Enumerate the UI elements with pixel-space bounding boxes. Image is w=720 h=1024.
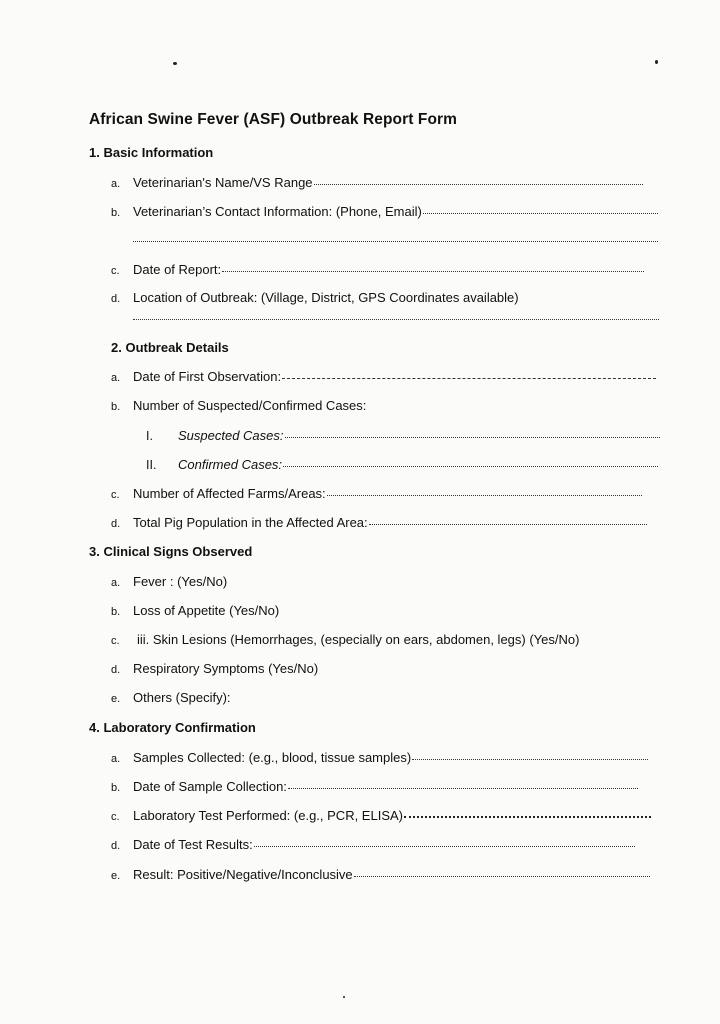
field-date-first-observation[interactable] xyxy=(111,369,656,384)
answer-line-continuation[interactable] xyxy=(133,240,658,242)
item-marker: a. xyxy=(111,577,121,589)
section-heading-basic-information: 1. Basic Information xyxy=(89,145,214,160)
answer-line[interactable] xyxy=(404,815,651,818)
item-marker: c. xyxy=(111,811,120,823)
field-label: Suspected Cases: xyxy=(178,428,284,443)
item-marker: d. xyxy=(111,664,121,676)
item-marker: c. xyxy=(111,635,120,647)
field-skin-lesions[interactable] xyxy=(111,632,611,647)
field-label: Date of Sample Collection: xyxy=(133,779,287,794)
answer-line[interactable] xyxy=(254,845,635,847)
item-marker: c. xyxy=(111,265,120,277)
item-marker: b. xyxy=(111,401,121,413)
field-contact-information[interactable] xyxy=(111,204,658,219)
field-label: Location of Outbreak: (Village, District, GPS Coordinates available) xyxy=(133,290,519,305)
field-label: Fever : (Yes/No) xyxy=(133,574,228,589)
field-date-of-report[interactable] xyxy=(111,262,644,277)
item-marker: d. xyxy=(111,840,121,852)
item-marker: b. xyxy=(111,782,121,794)
field-date-test-results[interactable] xyxy=(111,837,635,852)
answer-line[interactable] xyxy=(327,494,642,496)
field-number-of-cases xyxy=(111,398,659,413)
field-total-pig-population[interactable] xyxy=(111,515,647,530)
scan-speck xyxy=(343,996,345,998)
item-marker: I. xyxy=(146,429,153,443)
item-marker: b. xyxy=(111,606,121,618)
field-others-specify[interactable] xyxy=(111,690,511,705)
item-marker: c. xyxy=(111,489,120,501)
item-marker: e. xyxy=(111,693,121,705)
field-label: Others (Specify): xyxy=(133,690,231,705)
section-heading-clinical-signs: 3. Clinical Signs Observed xyxy=(89,544,253,559)
field-location-of-outbreak[interactable] xyxy=(111,290,659,305)
field-veterinarian-name[interactable] xyxy=(111,175,643,190)
item-marker: d. xyxy=(111,518,121,530)
field-label: Date of Report: xyxy=(133,262,222,277)
answer-line[interactable] xyxy=(412,758,648,760)
field-label: Veterinarian’s Contact Information: (Phone, Email) xyxy=(133,204,422,219)
field-respiratory-symptoms[interactable] xyxy=(111,661,511,676)
section-heading-outbreak-details: 2. Outbreak Details xyxy=(111,340,229,355)
field-samples-collected[interactable] xyxy=(111,750,648,765)
field-label: Loss of Appetite (Yes/No) xyxy=(133,603,280,618)
field-laboratory-test[interactable] xyxy=(111,808,651,823)
answer-line[interactable] xyxy=(369,523,647,525)
item-marker: a. xyxy=(111,753,121,765)
answer-line[interactable] xyxy=(354,875,650,877)
section-heading-laboratory-confirmation: 4. Laboratory Confirmation xyxy=(89,720,256,735)
field-date-sample-collection[interactable] xyxy=(111,779,638,794)
answer-line[interactable] xyxy=(423,212,658,214)
field-label: Laboratory Test Performed: (e.g., PCR, ELISA) xyxy=(133,808,403,823)
field-label: Veterinarian's Name/VS Range xyxy=(133,175,313,190)
answer-line[interactable] xyxy=(282,377,656,379)
answer-line-continuation[interactable] xyxy=(133,318,659,320)
field-label: Result: Positive/Negative/Inconclusive xyxy=(133,867,353,882)
item-marker: a. xyxy=(111,372,121,384)
field-label: Date of Test Results: xyxy=(133,837,253,852)
scan-speck xyxy=(173,62,177,65)
item-marker: e. xyxy=(111,870,121,882)
field-result[interactable] xyxy=(111,867,650,882)
field-label: Number of Affected Farms/Areas: xyxy=(133,486,326,501)
field-affected-farms[interactable] xyxy=(111,486,642,501)
field-label: Confirmed Cases: xyxy=(178,457,283,472)
field-label: Samples Collected: (e.g., blood, tissue samples) xyxy=(133,750,412,765)
field-label: Date of First Observation: xyxy=(133,369,282,384)
item-marker: d. xyxy=(111,293,121,305)
field-loss-of-appetite[interactable] xyxy=(111,603,511,618)
scan-speck xyxy=(655,60,658,64)
answer-line[interactable] xyxy=(222,270,644,272)
answer-line[interactable] xyxy=(283,465,658,467)
answer-line[interactable] xyxy=(314,183,643,185)
field-suspected-cases[interactable] xyxy=(146,428,660,443)
item-marker: b. xyxy=(111,207,121,219)
field-label: Number of Suspected/Confirmed Cases: xyxy=(133,398,367,413)
answer-line[interactable] xyxy=(288,787,638,789)
item-marker: a. xyxy=(111,178,121,190)
answer-line[interactable] xyxy=(285,436,660,438)
field-label: Total Pig Population in the Affected Area: xyxy=(133,515,368,530)
field-fever[interactable] xyxy=(111,574,511,589)
field-confirmed-cases[interactable] xyxy=(146,457,658,472)
item-marker: II. xyxy=(146,458,157,472)
form-title: African Swine Fever (ASF) Outbreak Report Form xyxy=(89,111,458,128)
field-label: iii. Skin Lesions (Hemorrhages, (especially on ears, abdomen, legs) (Yes/No) xyxy=(137,632,580,647)
field-label: Respiratory Symptoms (Yes/No) xyxy=(133,661,319,676)
